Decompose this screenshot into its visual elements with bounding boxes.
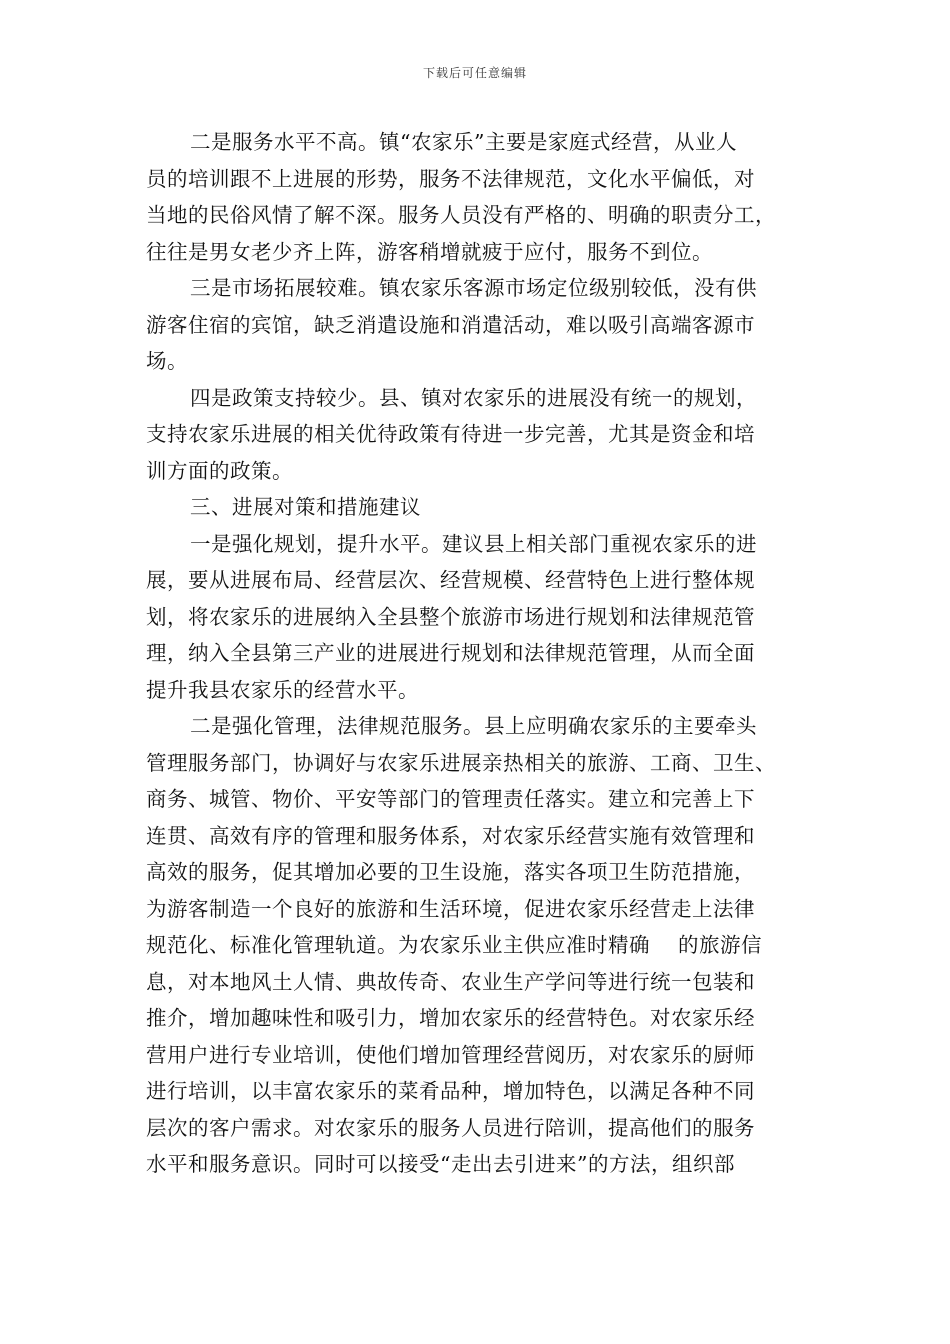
text-line: 场。 [146,349,188,373]
text-line: 高效的服务，促其增加必要的卫生设施，落实各项卫生防范措施， [146,860,755,884]
text-line: 规范化、标准化管理轨道。为农家乐业主供应准时精确 的旅游信 [146,933,763,957]
text-line: 商务、城管、物价、平安等部门的管理责任落实。建立和完善上下 [146,787,755,811]
document-body [146,124,826,1183]
text-line: 训方面的政策。 [146,458,293,483]
text-line: 营用户进行专业培训，使他们增加管理经营阅历，对农家乐的厨师 [146,1042,755,1067]
text-line: 支持农家乐进展的相关优待政策有待进一步完善，尤其是资金和培 [146,422,755,446]
text-line: 展，要从进展布局、经营层次、经营规模、经营特色上进行整体规 [146,568,755,592]
text-line: 二是服务水平不高。镇“农家乐”主要是家庭式经营，从业人 [190,130,737,154]
text-line: 水平和服务意识。同时可以接受“走出去引进来”的方法，组织部 [146,1152,735,1176]
text-line: 为游客制造一个良好的旅游和生活环境，促进农家乐经营走上法律 [146,896,755,921]
text-line: 划，将农家乐的进展纳入全县整个旅游市场进行规划和法律规范管 [146,604,755,629]
text-line: 往往是男女老少齐上阵，游客稍增就疲于应付，服务不到位。 [146,239,713,264]
text-line: 四是政策支持较少。县、镇对农家乐的进展没有统一的规划， [190,385,757,410]
text-line: 员的培训跟不上进展的形势，服务不法律规范，文化水平偏低，对 [146,166,755,191]
text-line: 进行培训，以丰富农家乐的菜肴品种，增加特色，以满足各种不同 [146,1079,755,1103]
text-line: 三、进展对策和措施建议 [190,495,421,519]
text-line: 一是强化规划，提升水平。建议县上相关部门重视农家乐的进 [190,531,757,556]
text-line: 提升我县农家乐的经营水平。 [146,677,419,702]
text-line: 连贯、高效有序的管理和服务体系，对农家乐经营实施有效管理和 [146,823,755,848]
text-line: 推介，增加趣味性和吸引力，增加农家乐的经营特色。对农家乐经 [146,1006,755,1030]
text-line: 二是强化管理，法律规范服务。县上应明确农家乐的主要牵头 [190,714,757,738]
text-line: 息，对本地风土人情、典故传奇、农业生产学问等进行统一包装和 [146,969,755,994]
text-line: 管理服务部门，协调好与农家乐进展亲热相关的旅游、工商、卫生、 [146,750,776,775]
text-line: 层次的客户需求。对农家乐的服务人员进行陪训，提高他们的服务 [146,1115,755,1140]
text-line: 理，纳入全县第三产业的进展进行规划和法律规范管理，从而全面 [146,641,755,665]
page-header-note: 下载后可任意编辑 [422,66,527,80]
text-line: 游客住宿的宾馆，缺乏消遣设施和消遣活动，难以吸引高端客源市 [146,312,755,337]
text-line: 当地的民俗风情了解不深。服务人员没有严格的、明确的职责分工， [146,203,776,227]
text-line: 三是市场拓展较难。镇农家乐客源市场定位级别较低，没有供 [190,276,757,300]
